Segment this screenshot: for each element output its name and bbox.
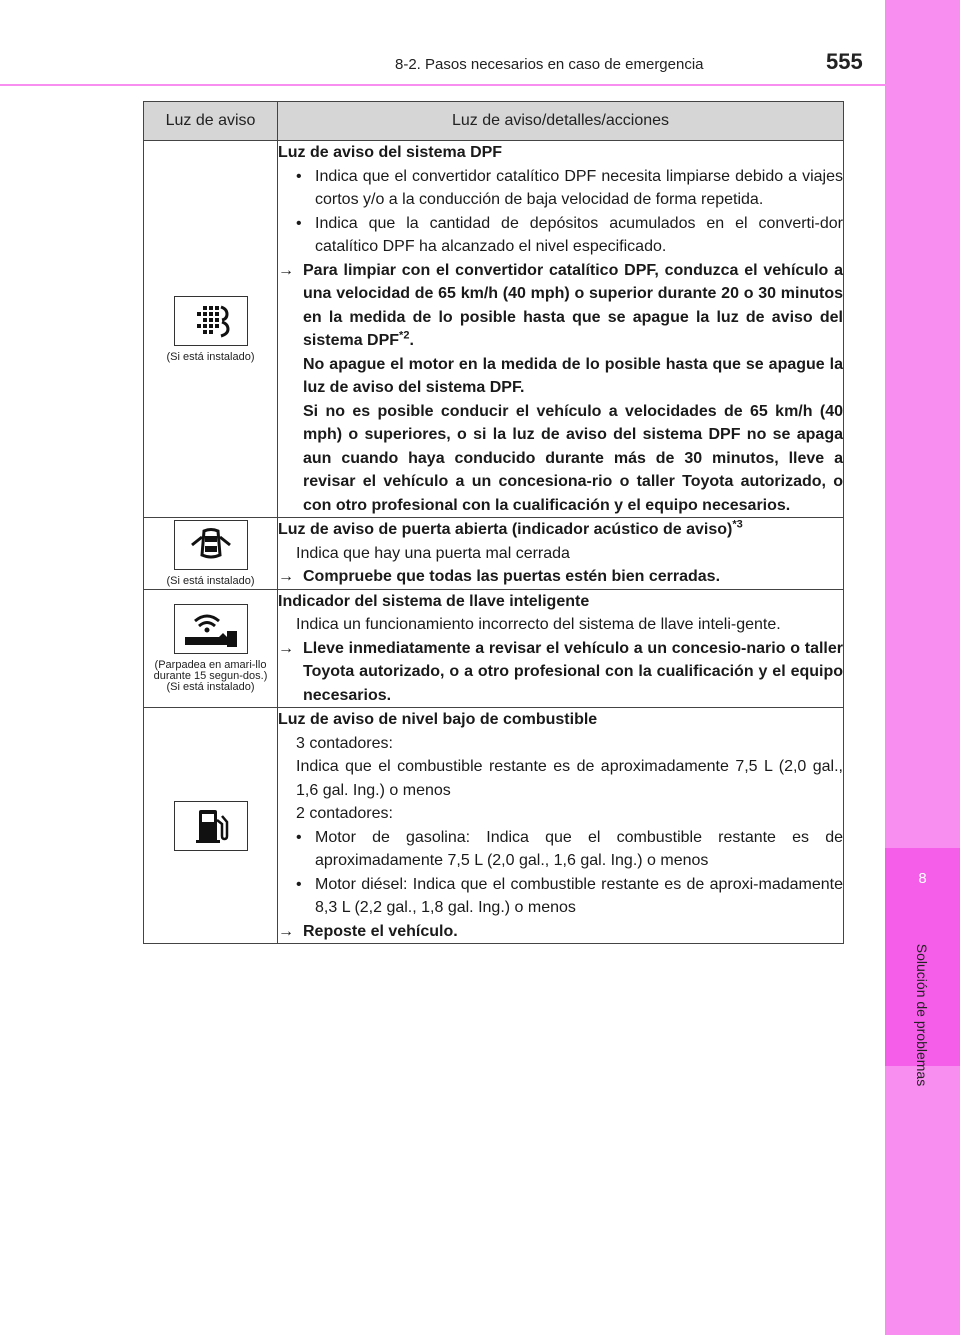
chapter-number: 8 xyxy=(918,870,927,887)
arrow-icon: → xyxy=(278,639,294,657)
icon-frame xyxy=(174,604,248,654)
side-tab xyxy=(885,0,960,1335)
action-text: → Reposte el vehículo. xyxy=(278,920,843,944)
action-text: No apague el motor en la medida de lo posible hasta que se apague la luz de aviso del sistema DPF. xyxy=(303,355,843,396)
table-header-row xyxy=(144,102,844,141)
action-text: → Para limpiar con el convertidor catalítico DPF, conduzca el vehículo a una velocidad de 65 km/h (40 mph) o superior durante 20 o 30 minutos en la medida de lo posible hasta que se apague la luz de aviso del sistema DPF$^{*2}$. xyxy=(278,259,843,353)
detail-cell xyxy=(278,589,844,708)
detail-text: Indica un funcionamiento incorrecto del sistema de llave inteli-gente. xyxy=(296,616,781,633)
list-item: • Motor diésel: Indica que el combustible restante es de aproxi-madamente 8,3 L (2,2 gal., 1,8 gal. Ing.) o menos xyxy=(278,873,843,920)
detail-cell xyxy=(278,708,844,944)
icon-frame xyxy=(174,801,248,851)
arrow-icon: → xyxy=(278,922,294,940)
section-title: 8-2. Pasos necesarios en caso de emergencia xyxy=(395,56,704,73)
list-item: • Indica que el convertidor catalítico DPF necesita limpiarse debido a viajes cortos y/o a la conducción de baja velocidad de forma repetida. xyxy=(278,165,843,212)
row-title: Luz de aviso del sistema DPF xyxy=(278,144,503,161)
column-header: Luz de aviso xyxy=(144,102,278,141)
list-item: • Indica que la cantidad de depósitos acumulados en el converti-dor catalítico DPF ha alcanzado el nivel especificado. xyxy=(278,212,843,259)
arrow-icon: → xyxy=(278,261,294,279)
icon-note: (Si está instalado) xyxy=(166,680,255,693)
page-number: 555 xyxy=(826,49,863,74)
action-text: Si no es posible conducir el vehículo a velocidades de 65 km/h (40 mph) o superiores, o si la luz de aviso del sistema DPF no se apaga aun cuando haya conducido durante más de 30 minutos, lleve a revisar el vehículo a un concesiona-rio o taller Toyota autorizado, o con otro profesional con la cualificación y el equipo necesarios. xyxy=(303,402,843,514)
list-item: • Motor de gasolina: Indica que el combustible restante es de aproximadamente 7,5 L (2,0 gal., 1,6 gal. Ing.) o menos xyxy=(278,826,843,873)
row-title: Luz de aviso de puerta abierta (indicador acústico de aviso)$^{*3}$ xyxy=(278,518,743,538)
icon-cell xyxy=(144,141,278,518)
table-row xyxy=(144,518,844,590)
fuel-pump-icon xyxy=(187,806,235,846)
column-header: Luz de aviso/detalles/acciones xyxy=(278,102,844,141)
detail-text: Indica que el combustible restante es de aproximadamente 7,5 L (2,0 gal., 1,6 gal. Ing.) o menos xyxy=(296,758,843,799)
header-rule xyxy=(0,84,885,86)
table-row xyxy=(144,589,844,708)
icon-frame xyxy=(174,520,248,570)
footnote-mark: *3 xyxy=(732,518,743,531)
arrow-icon: → xyxy=(278,568,294,585)
icon-cell xyxy=(144,708,278,944)
footnote-mark: *2 xyxy=(399,329,410,342)
door-open-icon xyxy=(187,525,235,565)
detail-cell xyxy=(278,141,844,518)
action-text: → Compruebe que todas las puertas estén bien cerradas. xyxy=(278,565,843,589)
smart-key-icon xyxy=(179,609,243,649)
detail-cell xyxy=(278,518,844,590)
chapter-label: Solución de problemas xyxy=(914,943,930,1087)
icon-note: (Parpadea en amari-llo durante 15 segun-dos.) xyxy=(153,658,268,682)
detail-text: Indica que hay una puerta mal cerrada xyxy=(296,544,570,562)
icon-note: (Si está instalado) xyxy=(166,350,255,363)
dpf-warning-icon xyxy=(187,301,235,341)
icon-frame xyxy=(174,296,248,346)
detail-text: 3 contadores: xyxy=(296,734,393,752)
table-row xyxy=(144,141,844,518)
table-row xyxy=(144,708,844,944)
warning-lights-table xyxy=(143,101,844,944)
action-text: → Lleve inmediatamente a revisar el vehículo a un concesio-nario o taller Toyota autorizado, o a otro profesional con la cualificación y el equipo necesarios. xyxy=(278,637,843,708)
row-title: Luz de aviso de nivel bajo de combustible xyxy=(278,711,598,728)
icon-cell xyxy=(144,589,278,708)
icon-cell xyxy=(144,518,278,590)
row-title: Indicador del sistema de llave inteligente xyxy=(278,592,590,610)
icon-note: (Si está instalado) xyxy=(166,574,255,587)
detail-text: 2 contadores: xyxy=(296,805,393,822)
